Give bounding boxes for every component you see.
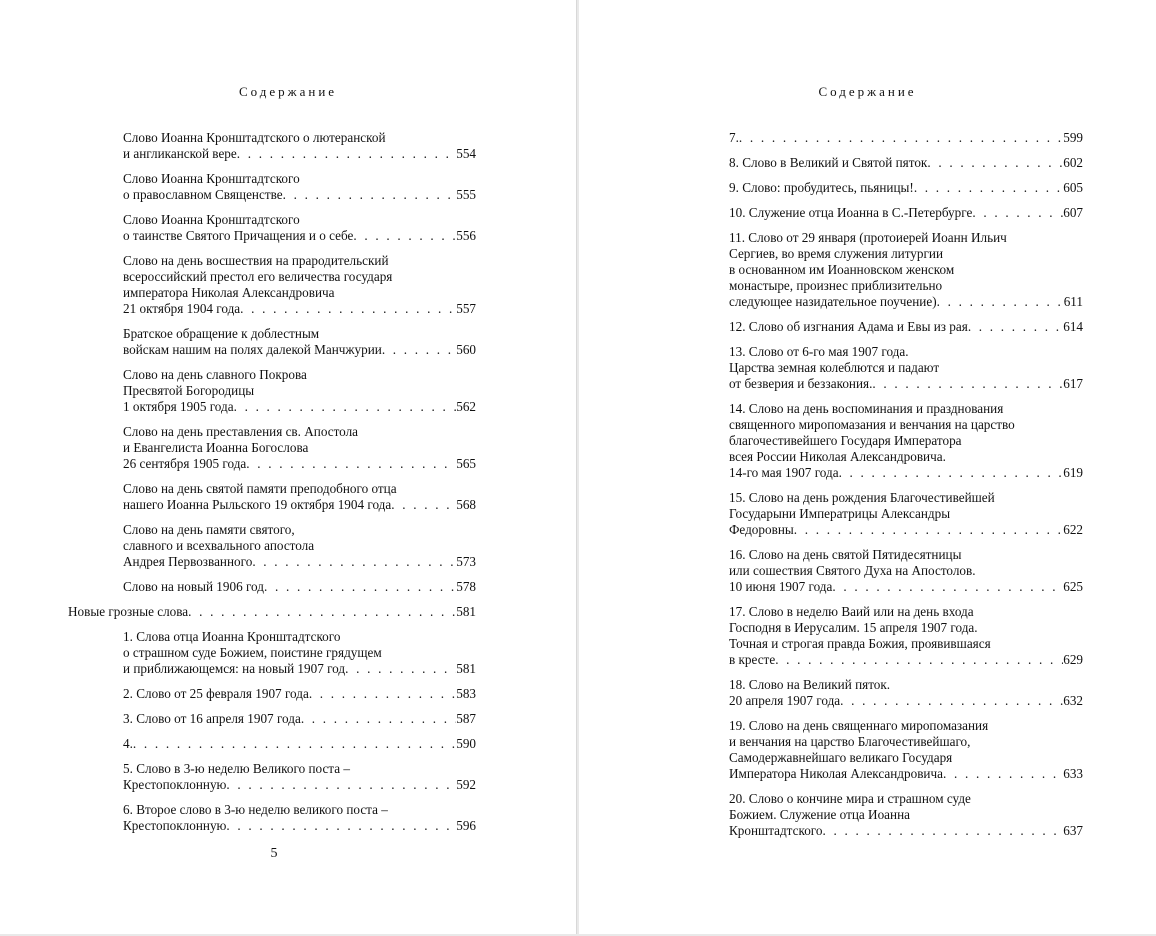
toc-entry-title: 3. Слово от 16 апреля 1907 года [123,711,301,726]
toc-entry [68,579,476,595]
toc-page-number: 568 [456,497,476,512]
toc-entry-final-line [729,465,1083,481]
toc-entry [68,604,476,620]
dot-leader [794,522,1063,538]
toc-entry-title: Кронштадтского [729,823,823,838]
toc-entry-title: Крестопоклонную [123,777,227,792]
toc-entry-final-line [729,180,1083,196]
toc-entry-final-line [123,301,476,317]
dot-leader [832,579,1063,595]
toc-entry-line: или сошествия Святого Духа на Апостолов. [729,563,976,578]
toc-entry-line: Господня в Иерусалим. 15 апреля 1907 года. [729,620,978,635]
toc-entry-line: о страшном суде Божием, поистине грядущем [123,645,382,660]
toc-page-number: 622 [1063,522,1083,537]
toc-entry-final-line [123,736,476,752]
toc-entry-final-line [123,497,476,513]
toc-page-number: 619 [1063,465,1083,480]
toc-entry [68,522,476,570]
toc-page-number: 632 [1063,693,1083,708]
toc-page-number: 590 [456,736,476,751]
toc-entry-line: 18. Слово на Великий пяток. [729,677,891,692]
dot-leader [927,155,1063,171]
toc-entry-line: Слово на день святой памяти преподобного отца [123,481,397,496]
toc-entry-line: Пресвятой Богородицы [123,383,255,398]
toc-entry [729,547,1083,595]
toc-entry-title: Слово на новый 1906 год [123,579,264,594]
dot-leader [391,497,456,513]
toc-entry-final-line [123,818,476,834]
toc-entry-final-line [123,777,476,793]
toc-entry-title: 10. Служение отца Иоанна в С.-Петербурге [729,205,973,220]
toc-entry-line: Слово Иоанна Кронштадтского [123,212,300,227]
dot-leader [914,180,1063,196]
toc-entry-final-line [123,686,476,702]
toc-entry [68,686,476,702]
toc-entry-final-line [123,228,476,244]
dot-leader [252,554,456,570]
toc-page-number: 581 [456,661,476,676]
toc-page-number: 625 [1063,579,1083,594]
toc-entry [729,130,1083,146]
toc-entry-title: 14-го мая 1907 года [729,465,839,480]
toc-entry-final-line [729,205,1083,221]
toc-entry-final-line [123,342,476,358]
toc-page-number: 583 [456,686,476,701]
dot-leader [234,399,457,415]
dot-leader [943,766,1063,782]
toc-entry-line: славного и всехвального апостола [123,538,315,553]
toc-entry-final-line [729,319,1083,335]
toc-page-number: 560 [456,342,476,357]
dot-leader [345,661,456,677]
dot-leader [188,604,456,620]
toc-entry-final-line [123,661,476,677]
toc-entry-line: 16. Слово на день святой Пятидесятницы [729,547,962,562]
toc-entry-final-line [123,399,476,415]
toc-page-number: 633 [1063,766,1083,781]
toc-entry-line: Слово на день восшествия на прародительский [123,253,389,268]
toc-entry [729,205,1083,221]
toc-entry-line: 5. Слово в 3-ю неделю Великого поста – [123,761,350,776]
toc-entry-title: 1 октября 1905 года [123,399,234,414]
left-page [0,0,577,934]
toc-page-number: 617 [1063,376,1083,391]
toc-entry-title: Новые грозные слова [68,604,189,619]
page-header: Содержание [818,84,917,99]
toc-entry-title: Крестопоклонную [123,818,227,833]
page-header: Содержание [238,84,338,99]
toc-entry-final-line [729,766,1083,782]
toc-entry-line: Царства земная колеблются и падают [729,360,940,375]
toc-entry-title: и англиканской вере [123,146,237,161]
toc-entry-title: Императора Николая Александровича [729,766,943,781]
dot-leader [301,711,456,727]
toc-entry-title: 7. [729,130,739,145]
toc-entry [729,490,1083,538]
toc-page-number: 557 [456,301,476,316]
toc-entry [68,736,476,752]
toc-entry [729,230,1083,310]
toc-entry-title: 26 сентября 1905 года [123,456,247,471]
toc-entry [729,604,1083,668]
toc-page-number: 565 [456,456,476,471]
toc-page-number: 578 [456,579,476,594]
toc-entry-final-line [729,652,1083,668]
toc-entry [68,367,476,415]
toc-entry [729,791,1083,839]
toc-entry-line: монастыре, произнес приблизительно [729,278,943,293]
toc-entry [68,761,476,793]
dot-leader [353,228,456,244]
toc-entry-line: 11. Слово от 29 января (протоиерей Иоанн Ильич [729,230,1007,245]
toc-entry-title: 21 октября 1904 года [123,301,241,316]
toc-entry [729,319,1083,335]
toc-entry [729,180,1083,196]
toc-entry-final-line [729,130,1083,146]
toc-entry-line: Братское обращение к доблестным [123,326,320,341]
toc-entry-line: 19. Слово на день священнаго миропомазания [729,718,989,733]
toc-entry-title: от безверия и беззакония. [729,376,873,391]
toc-entry-final-line [729,522,1083,538]
toc-entry [68,481,476,513]
toc-entry-line: и Евангелиста Иоанна Богослова [123,440,309,455]
toc-entry-line: священного миропомазания и венчания на царство [729,417,1015,432]
toc-page-number: 573 [456,554,476,569]
toc-page-number: 596 [456,818,476,833]
toc-entry-title: 12. Слово об изгнания Адама и Евы из рая [729,319,968,334]
table-of-contents [729,130,1083,848]
toc-entry-line: Слово Иоанна Кронштадтского [123,171,300,186]
dot-leader [739,130,1063,146]
toc-entry [68,711,476,727]
toc-entry-final-line [123,554,476,570]
toc-entry-line: в основанном им Иоанновском женском [729,262,955,277]
toc-page-number: 555 [456,187,476,202]
toc-entry-line: Слово на день памяти святого, [123,522,295,537]
toc-entry [68,130,476,162]
toc-entry [68,171,476,203]
dot-leader [264,579,456,595]
toc-entry-title: 20 апреля 1907 года [729,693,841,708]
dot-leader [226,777,456,793]
toc-entry-final-line [68,604,476,620]
dot-leader [839,465,1064,481]
toc-entry-line: Божием. Служение отца Иоанна [729,807,910,822]
toc-entry-title: в кресте [729,652,776,667]
right-page [579,0,1156,934]
toc-page-number: 614 [1063,319,1083,334]
toc-page-number: 602 [1063,155,1083,170]
toc-entry-line: императора Николая Александровича [123,285,335,300]
table-of-contents [68,130,476,843]
toc-entry-title: о таинстве Святого Причащения и о себе [123,228,354,243]
toc-entry-line: 1. Слова отца Иоанна Кронштадтского [123,629,341,644]
toc-entry-line: 17. Слово в неделю Ваий или на день входа [729,604,974,619]
toc-entry-title: 10 июня 1907 года [729,579,833,594]
dot-leader [226,818,456,834]
toc-entry-line: Слово на день славного Покрова [123,367,307,382]
toc-page-number: 637 [1063,823,1083,838]
dot-leader [246,456,456,472]
toc-entry [729,718,1083,782]
toc-page-number: 607 [1063,205,1083,220]
toc-entry-title: и приближающемся: на новый 1907 год [123,661,346,676]
toc-entry-line: 14. Слово на день воспоминания и празднования [729,401,1004,416]
toc-page-number: 629 [1063,652,1083,667]
toc-entry [68,629,476,677]
toc-entry-line: 13. Слово от 6-го мая 1907 года. [729,344,909,359]
toc-entry-title: 4. [123,736,133,751]
dot-leader [382,342,456,358]
dot-leader [840,693,1063,709]
toc-entry-title: 2. Слово от 25 февраля 1907 года [123,686,309,701]
toc-entry-final-line [123,146,476,162]
dot-leader [240,301,456,317]
toc-page-number: 587 [456,711,476,726]
dot-leader [822,823,1063,839]
toc-entry-final-line [729,823,1083,839]
toc-entry-line: 15. Слово на день рождения Благочестивейшей [729,490,995,505]
toc-entry-final-line [729,294,1083,310]
toc-entry-title: войскам нашим на полях далекой Манчжурии [123,342,382,357]
toc-entry [68,424,476,472]
toc-entry-final-line [123,579,476,595]
toc-page-number: 599 [1063,130,1083,145]
toc-entry-line: 6. Второе слово в 3-ю неделю великого поста – [123,802,388,817]
toc-page-number: 562 [456,399,476,414]
toc-entry-title: 9. Слово: пробудитесь, пьяницы! [729,180,914,195]
toc-entry-line: всея России Николая Александровича. [729,449,946,464]
toc-entry [729,677,1083,709]
toc-page-number: 556 [456,228,476,243]
toc-entry-line: и венчания на царство Благочестивейшаго, [729,734,971,749]
toc-entry [729,401,1083,481]
toc-page-number: 554 [456,146,476,161]
toc-entry [68,326,476,358]
toc-entry-final-line [123,456,476,472]
toc-entry-line: благочестивейшего Государя Императора [729,433,962,448]
dot-leader [237,146,456,162]
dot-leader [309,686,456,702]
dot-leader [937,294,1064,310]
toc-entry-line: 20. Слово о кончине мира и страшном суде [729,791,971,806]
dot-leader [283,187,457,203]
toc-entry [68,212,476,244]
dot-leader [872,376,1063,392]
toc-entry-line: Государыни Императрицы Александры [729,506,951,521]
toc-page-number: 581 [456,604,476,619]
toc-entry-line: всероссийский престол его величества государя [123,269,393,284]
toc-entry-line: Сергиев, во время служения литургии [729,246,944,261]
toc-entry [729,155,1083,171]
dot-leader [972,205,1063,221]
dot-leader [775,652,1063,668]
toc-entry-title: следующее назидательное поучение) [729,294,937,309]
toc-entry-title: о православном Священстве [123,187,283,202]
toc-page-number: 605 [1063,180,1083,195]
toc-entry-title: нашего Иоанна Рыльского 19 октября 1904 года [123,497,392,512]
toc-entry-final-line [729,376,1083,392]
toc-entry-line: Слово на день преставления св. Апостола [123,424,359,439]
toc-entry [68,802,476,834]
toc-entry [729,344,1083,392]
dot-leader [968,319,1063,335]
toc-entry [68,253,476,317]
toc-entry-line: Самодержавнейшаго великаго Государя [729,750,953,765]
toc-page-number: 592 [456,777,476,792]
toc-entry-title: Федоровны [729,522,794,537]
toc-entry-title: 8. Слово в Великий и Святой пяток [729,155,928,170]
dot-leader [133,736,456,752]
toc-entry-line: Точная и строгая правда Божия, проявившаяся [729,636,991,651]
toc-entry-final-line [123,187,476,203]
toc-entry-final-line [123,711,476,727]
toc-page-number: 611 [1063,294,1083,309]
toc-entry-final-line [729,579,1083,595]
page-number: 5 [270,846,278,861]
toc-entry-final-line [729,693,1083,709]
toc-entry-final-line [729,155,1083,171]
toc-entry-title: Андрея Первозванного [123,554,253,569]
toc-entry-line: Слово Иоанна Кронштадтского о лютеранской [123,130,386,145]
